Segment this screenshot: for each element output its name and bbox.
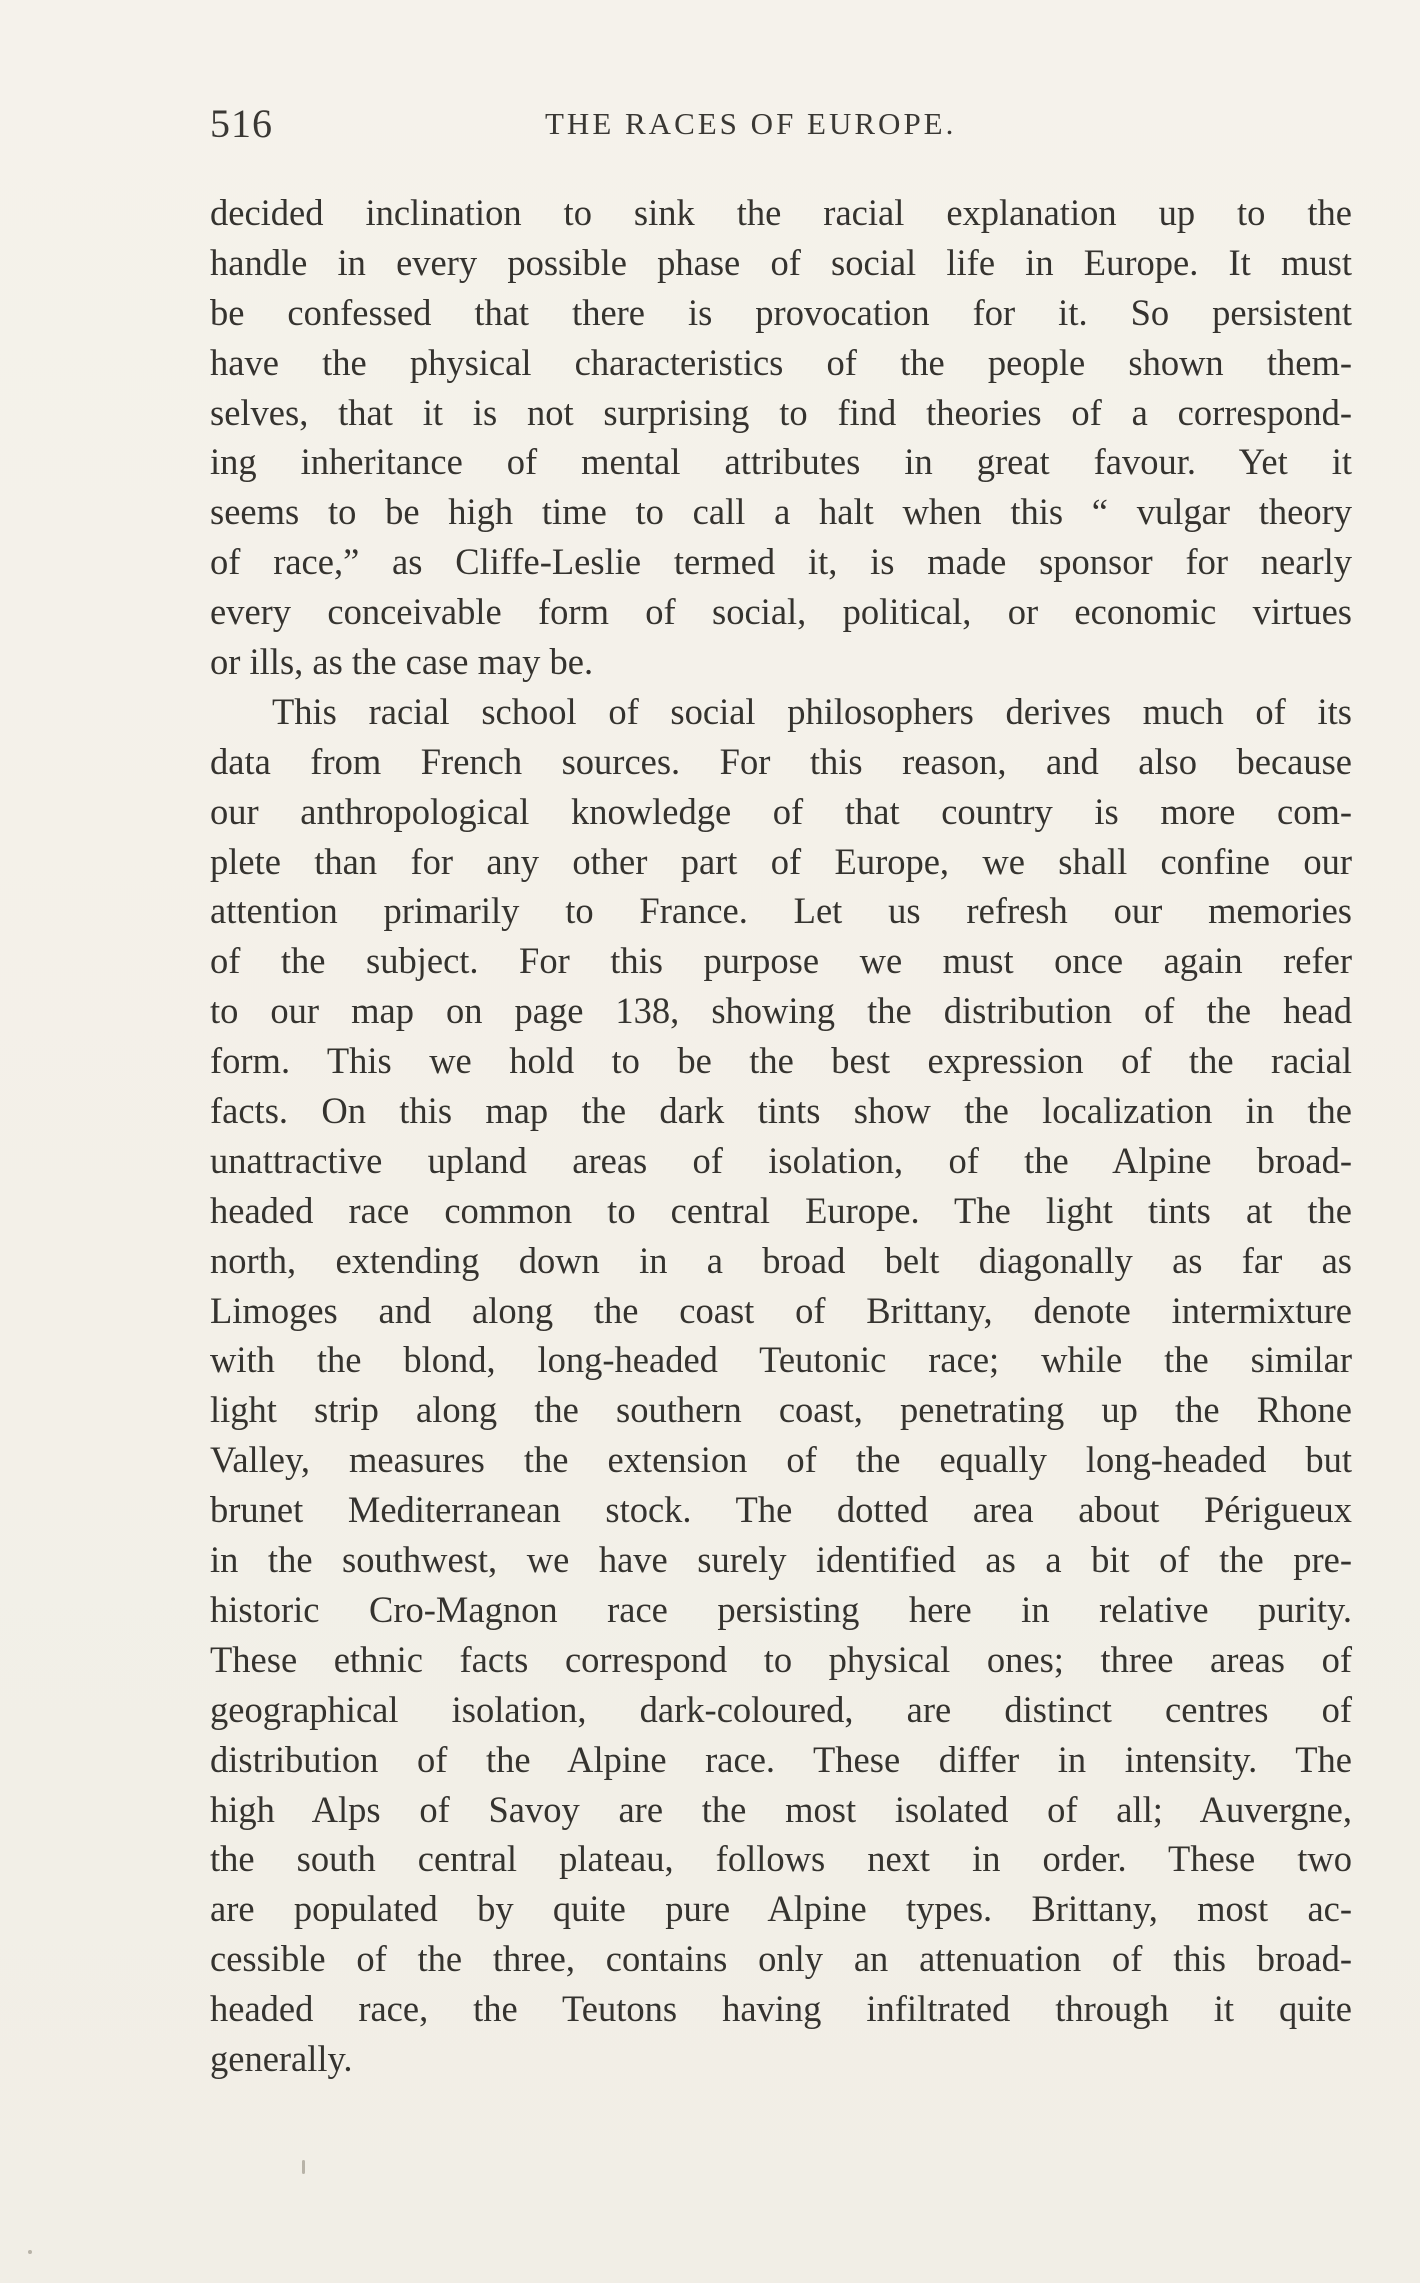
text-line: historic Cro-Magnon race persisting here in relative purity. — [210, 1588, 1352, 1630]
text-line: every conceivable form of social, political, or economic virtues — [210, 591, 1352, 633]
page-header — [210, 100, 1352, 160]
text-line: the south central plateau, follows next in order. These two — [210, 1838, 1352, 1880]
paper-speck — [28, 2250, 32, 2254]
text-line: with the blond, long-headed Teutonic race; while the similar — [210, 1339, 1352, 1381]
paper-speck — [302, 2160, 305, 2174]
text-line: facts. On this map the dark tints show the localization in the — [210, 1090, 1352, 1132]
text-line: or ills, as the case may be. — [210, 641, 594, 683]
text-line: headed race, the Teutons having infiltrated through it quite — [210, 1988, 1352, 2030]
text-line: headed race common to central Europe. The light tints at the — [210, 1189, 1352, 1231]
paragraph — [210, 687, 1352, 2084]
text-line: in the southwest, we have surely identified as a bit of the pre- — [210, 1539, 1352, 1581]
text-line: decided inclination to sink the racial explanation up to the — [210, 192, 1352, 233]
text-line: geographical isolation, dark-coloured, are distinct centres of — [210, 1688, 1352, 1730]
text-line: selves, that it is not surprising to find theories of a correspond- — [210, 391, 1352, 433]
text-line: form. This we hold to be the best expression of the racial — [210, 1040, 1352, 1082]
text-line: have the physical characteristics of the people shown them- — [210, 341, 1352, 383]
text-line: cessible of the three, contains only an attenuation of this broad- — [210, 1938, 1352, 1980]
text-line: north, extending down in a broad belt diagonally as far as — [210, 1239, 1352, 1281]
running-title: THE RACES OF EUROPE. — [545, 106, 957, 141]
text-line: to our map on page 138, showing the distribution of the head — [210, 990, 1352, 1032]
page-number: 516 — [210, 101, 273, 146]
text-line: seems to be high time to call a halt when this “ vulgar theory — [210, 491, 1352, 533]
text-line: ing inheritance of mental attributes in great favour. Yet it — [210, 441, 1352, 483]
text-line: are populated by quite pure Alpine types. Brittany, most ac- — [210, 1888, 1352, 1930]
text-line: our anthropological knowledge of that country is more com- — [210, 790, 1352, 832]
text-line: of race,” as Cliffe-Leslie termed it, is made sponsor for nearly — [210, 541, 1352, 583]
text-line: light strip along the southern coast, penetrating up the Rhone — [210, 1389, 1352, 1431]
text-line: Valley, measures the extension of the equally long-headed but — [210, 1439, 1352, 1481]
text-line: distribution of the Alpine race. These differ in intensity. The — [210, 1738, 1352, 1780]
text-line: This racial school of social philosophers derives much of its — [272, 690, 1352, 732]
body-text — [210, 188, 1352, 2084]
text-line: high Alps of Savoy are the most isolated of all; Auvergne, — [210, 1788, 1352, 1830]
text-line: plete than for any other part of Europe, we shall confine our — [210, 840, 1352, 882]
paragraph — [210, 188, 1352, 687]
text-line: handle in every possible phase of social life in Europe. It must — [210, 241, 1352, 283]
text-line: data from French sources. For this reason, and also because — [210, 740, 1352, 782]
text-line: unattractive upland areas of isolation, of the Alpine broad- — [210, 1139, 1352, 1181]
text-line: attention primarily to France. Let us refresh our memories — [210, 890, 1352, 932]
text-line: generally. — [210, 2037, 353, 2079]
text-line: These ethnic facts correspond to physical ones; three areas of — [210, 1638, 1352, 1680]
text-line: brunet Mediterranean stock. The dotted area about Périgueux — [210, 1489, 1352, 1531]
text-line: Limoges and along the coast of Brittany, denote intermixture — [210, 1289, 1352, 1331]
text-line: of the subject. For this purpose we must once again refer — [210, 940, 1352, 982]
text-line: be confessed that there is provocation for it. So persistent — [210, 291, 1352, 333]
